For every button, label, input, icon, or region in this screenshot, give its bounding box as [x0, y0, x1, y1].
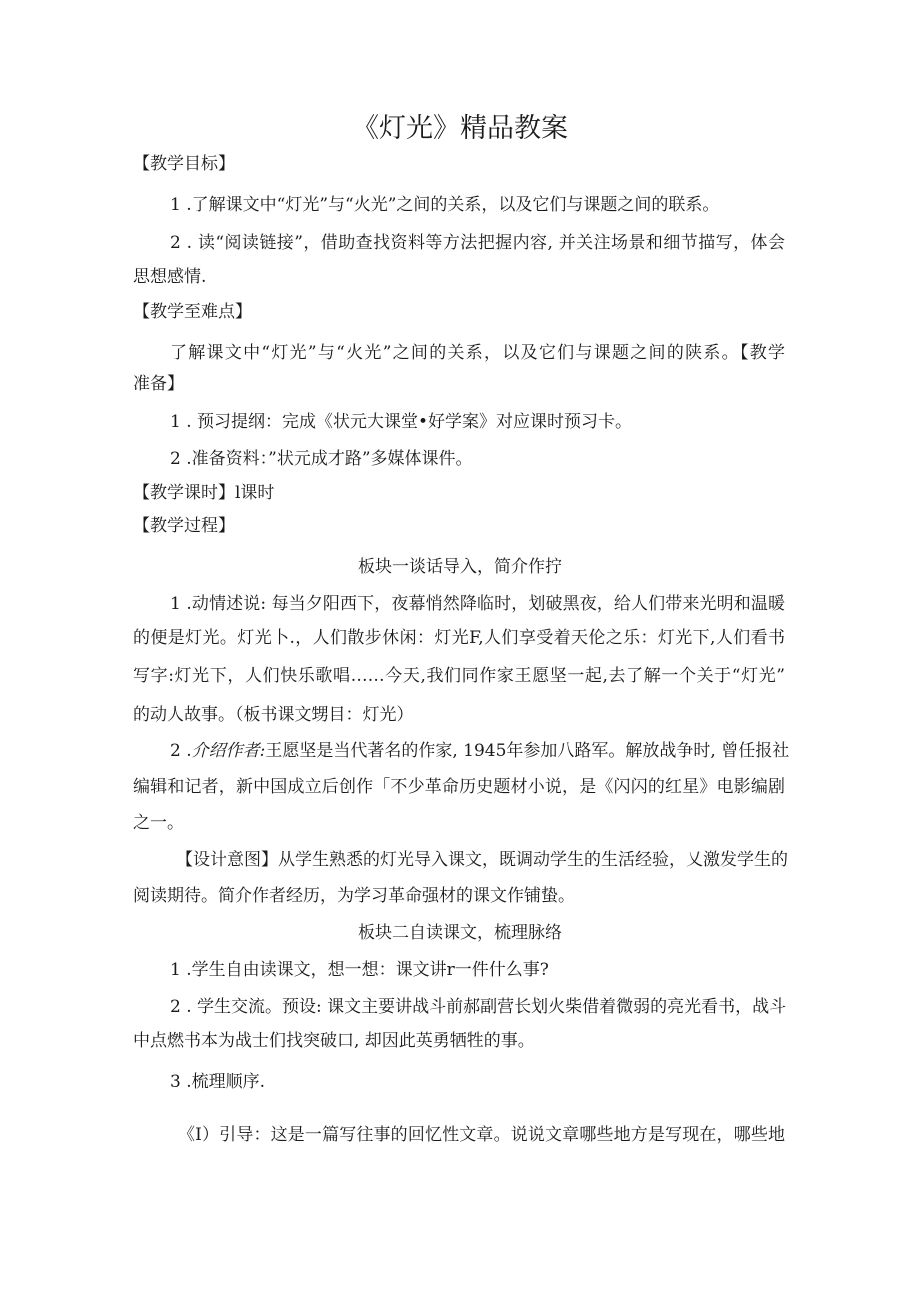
document-title: 《灯光》精品教案 [352, 113, 568, 144]
block-2-para-1: 1 .学生自由读课文，想一想：课文讲r一件什么事? [170, 960, 549, 980]
difficulty-line-1: 了解课文中“灯光”与“火光”之间的关系，以及它们与课题之间的陕系。【教学 [170, 343, 785, 363]
block-2-para-4: 《I）引导：这是一篇写往事的回忆性文章。说说文章哪些地方是写现在，哪些地 [178, 1125, 785, 1145]
block-2-para-2-line-1: 2 . 学生交流。预设: 课文主要讲战斗前郝副营长划火柴借着微弱的亮光看书，战斗 [170, 997, 787, 1017]
prep-2: 2 .准备资料：”状元成才路”多媒体课件。 [170, 449, 473, 469]
para-2-line-1-rest: 王愿坚是当代著名的作家, 1945年参加八路军。解放战争时, 曾任报社 [265, 741, 790, 761]
block-1-para-2-line-2: 编辑和记者，新中国成立后创作「不少革命历史题材小说，是《闪闪的红星》电影编剧 [133, 777, 785, 797]
block-1-para-2-line-3: 之一。 [133, 813, 184, 833]
block-1-para-1-line-2: 的便是灯光。灯光卜.，人们散步休闲：灯光F,人们享受着天伦之乐：灯光下,人们看书 [133, 628, 785, 648]
block-2-para-2-line-2: 中点燃书本为战士们找突破口, 却因此英勇牺牲的事。 [133, 1031, 535, 1051]
goal-1: 1 .了解课文中“灯光”与“火光”之间的关系，以及它们与课题之间的联系。 [170, 195, 720, 215]
para-2-number: 2 . [170, 741, 192, 761]
teaching-hours: 【教学课时】l课时 [133, 483, 275, 503]
process-heading: 【教学过程】 [133, 516, 235, 536]
block-1-para-2-line-1 [170, 740, 790, 762]
introduce-author-label: 介绍作者: [191, 741, 266, 761]
difficulty-line-2: 准备】 [133, 374, 184, 394]
block-1-design-intent-line-1: 【设计意图】从学生熟悉的灯光导入课文，既调动学生的生活经验，乂激发学生的 [176, 850, 788, 870]
block-1-para-1-line-3: 写字:灯光下，人们快乐歌唱……今天,我们同作家王愿坚一起,去了解一个关于“灯光” [133, 666, 785, 686]
block-1-para-1-line-1: 1 .动情述说: 每当夕阳西下，夜幕悄然降临时，划破黑夜，给人们带来光明和温暖 [170, 594, 785, 614]
block-1-para-1-line-4: 的动人故事。（板书课文甥目：灯光） [133, 705, 414, 725]
goal-2-line-1: 2 . 读“阅读链接”，借助查找资料等方法把握内容, 并关注场景和细节描写，体会 [170, 233, 785, 253]
block-1-design-intent-line-2: 阅读期待。简介作者经历，为学习革命强材的课文作铺蛰。 [133, 886, 575, 906]
block-2-para-3: 3 .梳理顺序. [170, 1072, 266, 1092]
prep-1: 1 . 预习提纲：完成《状元大课堂•好学案》对应课时预习卡。 [170, 412, 633, 432]
block-2-title: 板块二自读课文，梳理脉络 [358, 923, 562, 943]
goals-heading: 【教学目标】 [133, 154, 235, 174]
difficulty-heading: 【教学至难点】 [133, 302, 252, 322]
goal-2-line-2: 思想感情. [133, 267, 207, 287]
block-1-title: 板块一谈话导入，简介作拧 [358, 557, 562, 577]
